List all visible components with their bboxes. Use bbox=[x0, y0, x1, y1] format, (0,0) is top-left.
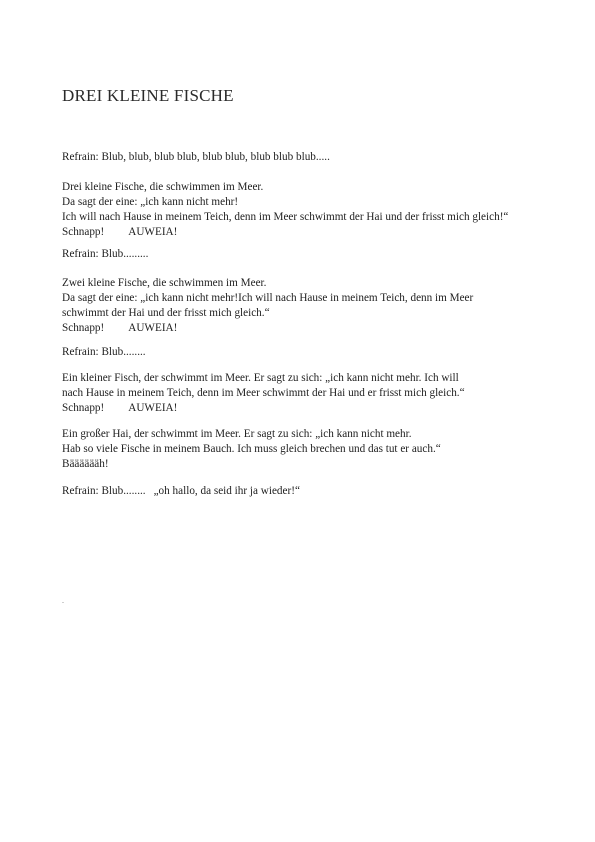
schnapp-text: Schnapp! bbox=[62, 226, 105, 238]
verse-3 bbox=[62, 371, 465, 416]
verse-3-line-2: nach Hause in meinem Teich, denn im Meer schwimmt der Hai und er frisst mich gleich.“ bbox=[62, 387, 465, 399]
refrain-intro bbox=[62, 150, 330, 165]
refrain-1 bbox=[62, 247, 148, 262]
refrain-1-line: Refrain: Blub......... bbox=[62, 248, 149, 260]
verse-1-line-2: Da sagt der eine: „ich kann nicht mehr! bbox=[62, 196, 239, 208]
refrain-2-line: Refrain: Blub........ bbox=[62, 346, 146, 358]
verse-2-ending bbox=[62, 321, 473, 336]
auweia-text: AUWEIA! bbox=[128, 402, 178, 414]
auweia-text: AUWEIA! bbox=[128, 322, 178, 334]
refrain-3-label: Refrain: Blub........ bbox=[62, 485, 146, 497]
verse-1 bbox=[62, 180, 508, 240]
verse-3-ending bbox=[62, 401, 465, 416]
verse-4-line-2: Hab so viele Fische in meinem Bauch. Ich muss gleich brechen und das tut er auch.“ bbox=[62, 443, 441, 455]
refrain-3-line bbox=[62, 484, 300, 499]
auweia-text: AUWEIA! bbox=[128, 226, 178, 238]
scan-speck bbox=[62, 602, 64, 603]
refrain-2 bbox=[62, 345, 146, 360]
verse-3-line-1: Ein kleiner Fisch, der schwimmt im Meer. Er sagt zu sich: „ich kann nicht mehr. Ich will bbox=[62, 372, 459, 384]
schnapp-text: Schnapp! bbox=[62, 402, 105, 414]
verse-2 bbox=[62, 276, 473, 336]
verse-2-line-3: schwimmt der Hai und der frisst mich gleich.“ bbox=[62, 307, 270, 319]
verse-1-line-3: Ich will nach Hause in meinem Teich, denn im Meer schwimmt der Hai und der frisst mich gleich!“ bbox=[62, 211, 509, 223]
verse-1-ending bbox=[62, 225, 508, 240]
refrain-3-quote: „oh hallo, da seid ihr ja wieder!“ bbox=[153, 485, 300, 497]
verse-4 bbox=[62, 427, 441, 472]
refrain-intro-line: Refrain: Blub, blub, blub blub, blub blub, blub blub blub..... bbox=[62, 151, 330, 163]
verse-4-line-3: Bääääääh! bbox=[62, 458, 109, 470]
document-title: DREI KLEINE FISCHE bbox=[62, 86, 234, 105]
verse-2-line-2: Da sagt der eine: „ich kann nicht mehr!Ich will nach Hause in meinem Teich, denn im Meer bbox=[62, 292, 474, 304]
verse-1-line-1: Drei kleine Fische, die schwimmen im Meer. bbox=[62, 181, 264, 193]
verse-2-line-1: Zwei kleine Fische, die schwimmen im Meer. bbox=[62, 277, 267, 289]
refrain-3 bbox=[62, 484, 300, 499]
verse-4-line-1: Ein großer Hai, der schwimmt im Meer. Er sagt zu sich: „ich kann nicht mehr. bbox=[62, 428, 412, 440]
schnapp-text: Schnapp! bbox=[62, 322, 105, 334]
